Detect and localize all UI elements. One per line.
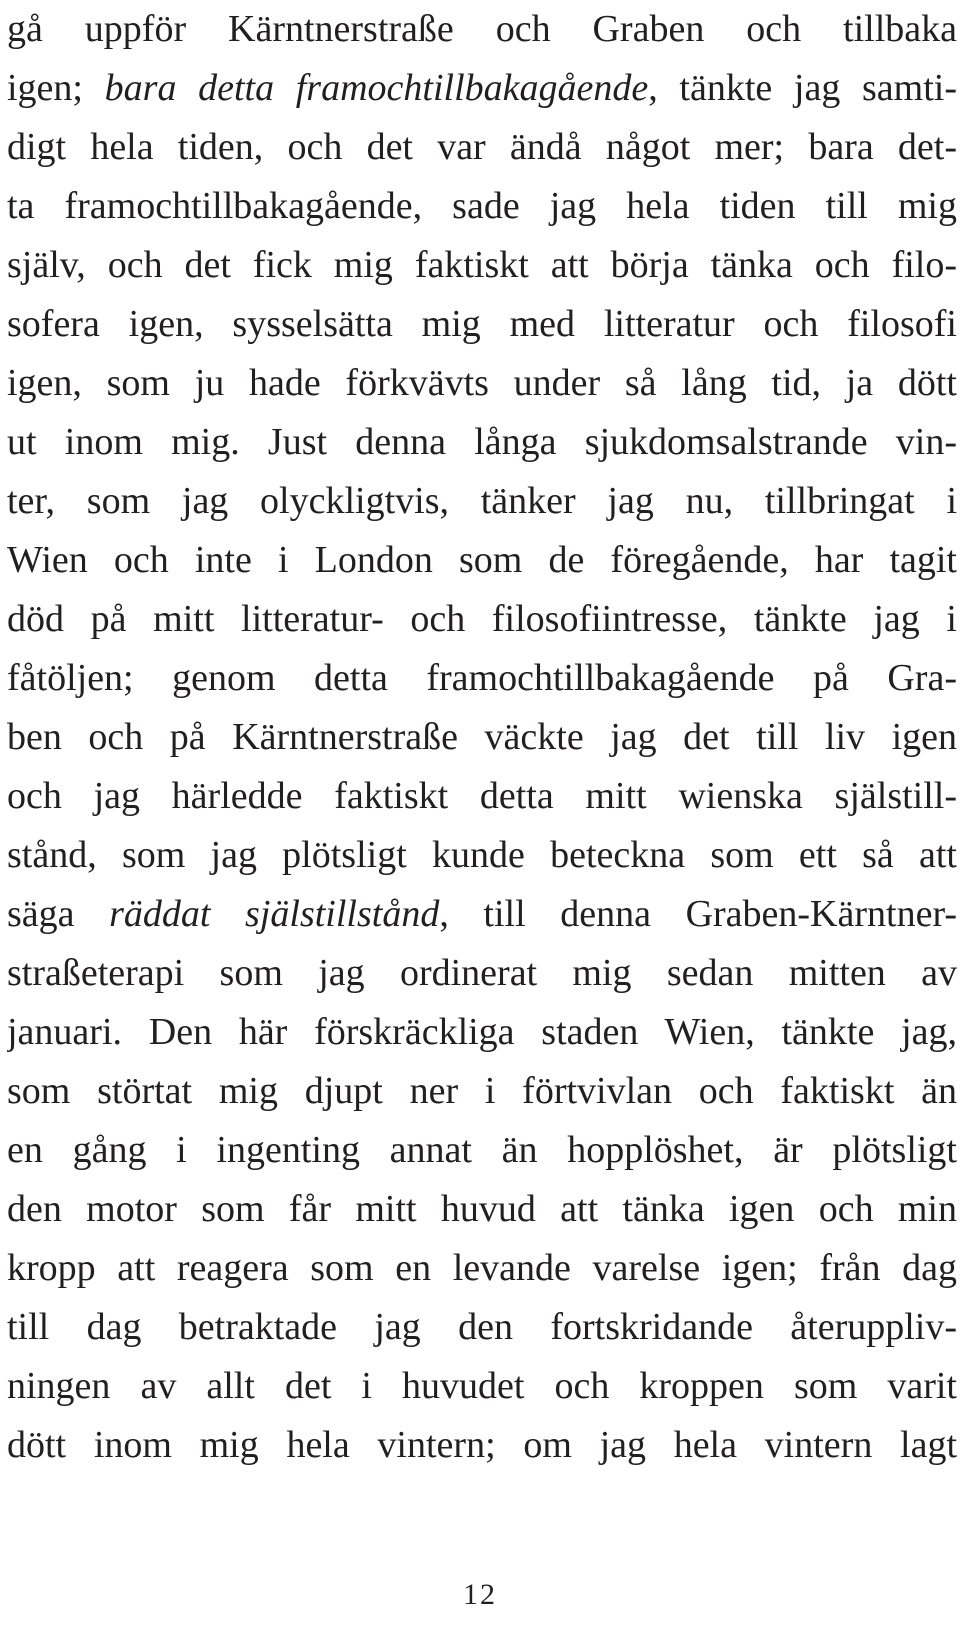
text-segment: Wien och inte i London som de föregående, har tagit [7,539,957,581]
text-segment: dött inom mig hela vintern; om jag hela vintern lagt [7,1424,957,1466]
text-line [7,531,957,590]
text-line [7,472,957,531]
text-line [7,354,957,413]
text-line [7,1062,957,1121]
text-line [7,413,957,472]
text-segment: den motor som får mitt huvud att tänka igen och min [7,1188,957,1230]
text-segment: gå uppför Kärntnerstraße och Graben och tillbaka [7,8,957,50]
text-segment: ningen av allt det i huvudet och kroppen som varit [7,1365,957,1407]
text-segment: stånd, som jag plötsligt kunde beteckna som ett så att [7,834,957,876]
italic-text-segment: räddat själstillstånd [109,893,440,935]
text-line [7,59,957,118]
text-line [7,1121,957,1180]
body-text [7,0,957,1475]
text-line [7,590,957,649]
text-segment: sofera igen, sysselsätta mig med litteratur och filosofi [7,303,957,345]
page-number: 12 [463,1578,497,1611]
text-segment: , till denna Graben-Kärntner- [439,893,957,935]
text-line [7,1180,957,1239]
text-segment: , tänkte jag samti- [648,67,957,109]
text-line [7,1298,957,1357]
text-segment: igen; [7,67,105,109]
text-segment: själv, och det fick mig faktiskt att börja tänka och filo- [7,244,957,286]
text-line [7,649,957,708]
text-segment: januari. Den här förskräckliga staden Wien, tänkte jag, [7,1011,957,1053]
text-segment: igen, som ju hade förkvävts under så lång tid, ja dött [7,362,957,404]
text-line [7,826,957,885]
text-segment: ta framochtillbakagående, sade jag hela tiden till mig [7,185,957,227]
text-line [7,295,957,354]
text-segment: digt hela tiden, och det var ändå något mer; bara det- [7,126,957,168]
text-segment: straßeterapi som jag ordinerat mig sedan mitten av [7,952,957,994]
text-segment: en gång i ingenting annat än hopplöshet, är plötsligt [7,1129,957,1171]
text-line [7,177,957,236]
text-segment: kropp att reagera som en levande varelse igen; från dag [7,1247,957,1289]
text-line [7,1416,957,1475]
text-segment: ter, som jag olyckligtvis, tänker jag nu, tillbringat i [7,480,957,522]
text-line [7,1239,957,1298]
text-line [7,885,957,944]
text-segment: och jag härledde faktiskt detta mitt wienska själstill- [7,775,957,817]
text-segment: ben och på Kärntnerstraße väckte jag det till liv igen [7,716,957,758]
text-line [7,1003,957,1062]
text-line [7,944,957,1003]
text-line [7,0,957,59]
text-segment: död på mitt litteratur- och filosofiintresse, tänkte jag i [7,598,957,640]
text-segment: ut inom mig. Just denna långa sjukdomsalstrande vin- [7,421,957,463]
text-line [7,767,957,826]
text-line [7,1357,957,1416]
text-line [7,236,957,295]
text-line [7,708,957,767]
text-segment: till dag betraktade jag den fortskridande återuppliv- [7,1306,957,1348]
italic-text-segment: bara detta framochtillbakagående [104,67,649,109]
text-segment: fåtöljen; genom detta framochtillbakagående på Gra- [7,657,957,699]
text-line [7,118,957,177]
text-segment: som störtat mig djupt ner i förtvivlan och faktiskt än [7,1070,957,1112]
text-segment: säga [7,893,110,935]
